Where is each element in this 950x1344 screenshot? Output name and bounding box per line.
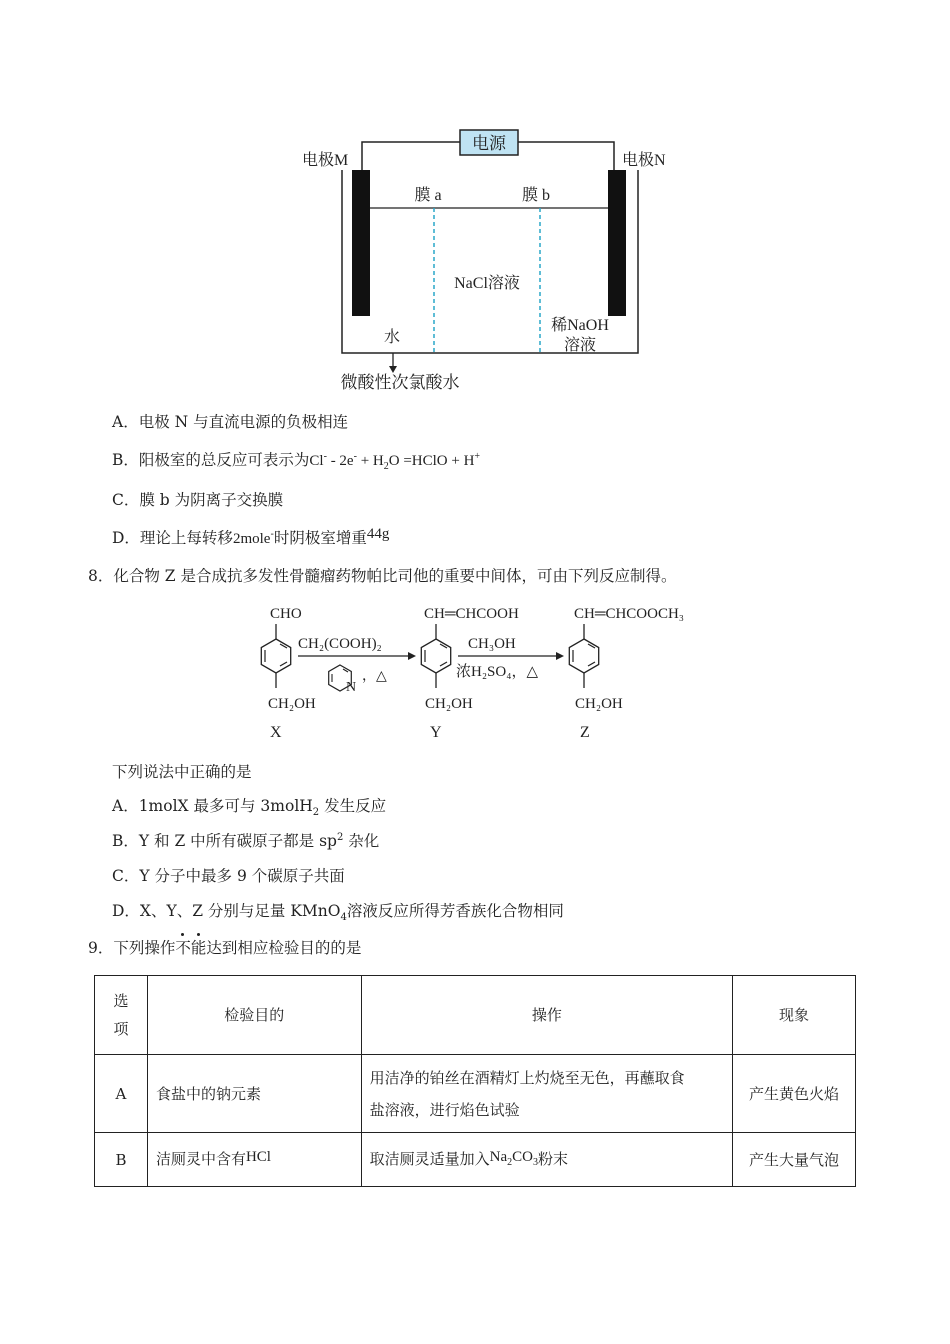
membrane-a-label: 膜 a [414,187,442,204]
q7-option-d-text1: D．理论上每转移 [112,529,233,547]
table-row [95,1133,856,1187]
row-b-operation-post: 粉末 [538,1150,569,1168]
q9-stem-emphasis-text: 不能 [175,939,207,957]
row-a-phenomenon: 产生黄色火焰 [733,1055,856,1133]
q8-option-c: C．Y 分子中最多 9 个碳原子共面 [112,867,345,885]
x-label: X [270,724,282,741]
q7-option-c: C．膜 b 为阴离子交换膜 [112,491,284,509]
q7-option-d-charge: - [270,528,274,540]
q7-option-b-text: B．阳极室的总反应可表示为 [112,451,310,469]
q8-option-b-sup: 2 [336,831,344,843]
z-bottom-group: CH₂OH [575,696,623,712]
q8-stem: 8．化合物 Z 是合成抗多发性骨髓瘤药物帕比司他的重要中间体，可由下列反应制得。 [88,567,677,585]
y-top-group: CH═CHCOOH [424,606,519,622]
row-b-purpose-text: 洁厕灵中含有 [155,1150,246,1168]
electrode-n-label: 电极N [622,152,666,169]
emphasis-dot [181,933,184,936]
formula-h2-subscript: 2 [383,461,389,472]
header-purpose: 检验目的 [147,976,361,1055]
table-header-row [95,976,856,1055]
x-bottom-group: CH₂OH [268,696,316,712]
row-a-operation-line1: 用洁净的铂丝在酒精灯上灼烧至无色，再蘸取食 [369,1068,685,1087]
q7-option-b-formula [309,451,481,472]
q9-stem-emphasis [175,939,206,957]
formula-co-subscript: 3 [533,1157,539,1168]
formula-electron: - 2e [326,453,354,469]
reaction-arrow-2-icon [556,652,564,660]
electrolysis-cell-diagram [290,120,690,400]
q8-option-a-post: 发生反应 [319,797,387,815]
formula-cl: Cl [309,453,324,469]
reaction-arrow-1-icon [408,652,416,660]
membrane-b-label: 膜 b [521,187,551,204]
row-a-operation-line2: 盐溶液，进行焰色试验 [369,1100,520,1119]
q8-option-d-pre: D．X、Y、Z 分别与足量 KMnO [112,902,341,920]
pyridine-n: N [346,680,357,695]
header-option-line1: 选 [113,992,129,1010]
q8-option-a-sub: 2 [312,807,320,819]
naoh-solution-label-2: 溶液 [563,337,597,354]
formula-electron-charge: - [353,451,357,462]
row-b-operation-formula [489,1149,539,1168]
header-phenomenon: 现象 [733,976,856,1055]
q8-option-b-post: 杂化 [343,832,380,850]
reagent2-bottom: 浓H₂SO₄，△ [456,664,539,680]
water-label: 水 [383,329,401,346]
outlet-arrow-icon [389,366,397,373]
row-b-option: B [95,1133,148,1187]
q7-option-d-mol: 2mole [232,531,271,547]
z-label: Z [580,724,590,741]
z-top-group: CH═CHCOOCH₃ [574,606,685,622]
outlet-label: 微酸性次氯酸水 [340,373,460,392]
q7-option-b [112,450,480,471]
electrode-m-label: 电极M [302,152,349,169]
nacl-solution-label: NaCl溶液 [454,275,520,292]
emphasis-dot [197,933,200,936]
reagent2-top: CH₃OH [468,636,516,652]
q8-option-b-pre: B．Y 和 Z 中所有碳原子都是 sp [112,832,337,850]
formula-cl-charge: - [323,451,327,462]
benzene-ring-z [569,624,598,688]
q7-option-d-mass: 44g [366,526,390,542]
formula-na-subscript: 2 [507,1157,513,1168]
row-a-operation [361,1055,732,1133]
formula-na: Na [489,1149,508,1165]
q9-table [94,975,856,1187]
header-option [95,976,148,1055]
q8-option-d-post: 溶液反应所得芳香族化合物相同 [346,902,564,920]
q9-stem-pre: 9．下列操作 [88,939,176,957]
q9-stem [88,938,361,958]
row-b-operation [361,1133,732,1187]
q8-option-a [112,796,387,819]
q8-option-a-pre: A．1molX 最多可与 3molH [112,797,313,815]
power-source-label: 电源 [472,134,506,153]
reagent1-condition: ，△ [362,669,387,684]
row-b-phenomenon: 产生大量气泡 [733,1133,856,1187]
row-a-option: A [95,1055,148,1133]
reaction-scheme [250,598,730,748]
electrode-m [352,170,370,316]
header-operation: 操作 [361,976,732,1055]
header-option-line2: 项 [113,1020,129,1038]
formula-co: CO [512,1149,534,1165]
row-a-purpose: 食盐中的钠元素 [147,1055,361,1133]
formula-h-charge: + [474,451,481,462]
naoh-solution-label-1: 稀NaOH [551,317,609,334]
q8-option-d [112,901,564,924]
q7-option-d [112,528,389,549]
y-bottom-group: CH₂OH [425,696,473,712]
q7-option-a: A．电极 N 与直流电源的负极相连 [112,413,349,431]
row-b-operation-text: 取洁厕灵适量加入 [369,1150,490,1168]
electrode-n [608,170,626,316]
q8-option-d-sub: 4 [340,912,347,924]
table-row [95,1055,856,1133]
benzene-ring-y [421,624,450,688]
y-label: Y [430,724,442,741]
row-b-purpose [147,1133,361,1187]
x-top-group: CHO [270,606,302,622]
q8-option-b [112,831,379,851]
reagent1-top: CH₂(COOH)₂ [298,636,382,652]
formula-h: + H [356,453,384,469]
q8-prompt: 下列说法中正确的是 [112,763,252,781]
row-b-purpose-formula: HCl [245,1149,271,1165]
q9-stem-post: 达到相应检验目的的是 [206,939,362,957]
benzene-ring-x [261,624,290,688]
q7-option-d-text2: 时阴极室增重 [273,529,367,547]
formula-products: O =HClO + H [388,453,475,469]
